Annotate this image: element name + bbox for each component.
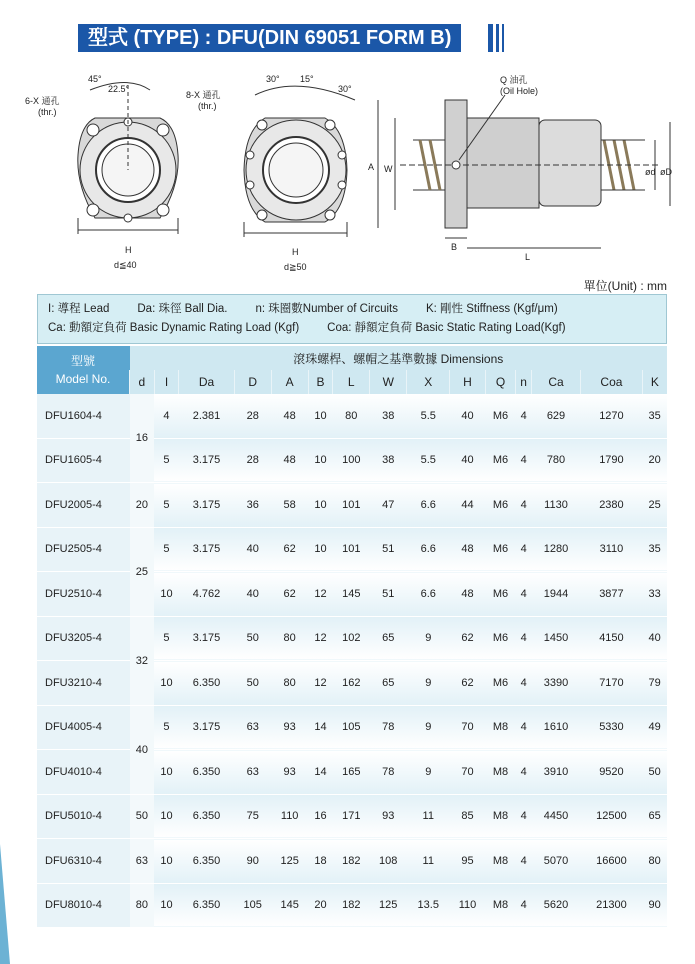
- cell-x: 9: [407, 705, 450, 750]
- dim-h-label: H: [125, 245, 132, 255]
- cell-w: 51: [370, 527, 407, 572]
- cell-k: 35: [642, 394, 667, 438]
- column-header: d: [130, 370, 155, 394]
- cell-h: 44: [450, 483, 485, 528]
- cell-i: 10: [154, 661, 179, 706]
- cell-b: 10: [308, 394, 333, 438]
- cell-n: 4: [516, 572, 531, 617]
- cell-x: 13.5: [407, 883, 450, 928]
- cell-b: 14: [308, 750, 333, 795]
- cell-da: 6.350: [179, 661, 234, 706]
- cell-x: 9: [407, 661, 450, 706]
- cell-k: 33: [642, 572, 667, 617]
- cell-a: 58: [271, 483, 308, 528]
- cell-n: 4: [516, 616, 531, 661]
- column-header: B: [308, 370, 333, 394]
- cell-b: 12: [308, 616, 333, 661]
- legend-item: I: 導程 Lead: [48, 303, 110, 315]
- cell-q: M6: [485, 527, 516, 572]
- cell-a: 48: [271, 438, 308, 483]
- cell-d: 28: [234, 394, 271, 438]
- cell-ca: 1450: [531, 616, 580, 661]
- cell-q: M6: [485, 661, 516, 706]
- cell-d: 20: [130, 483, 155, 528]
- cell-l: 100: [333, 438, 370, 483]
- cell-i: 5: [154, 483, 179, 528]
- legend-line: [48, 319, 656, 338]
- cell-coa: 1790: [581, 438, 643, 483]
- cell-a: 125: [271, 839, 308, 884]
- cell-i: 10: [154, 839, 179, 884]
- model-cell: DFU6310-4: [37, 839, 130, 884]
- cell-x: 9: [407, 750, 450, 795]
- cell-da: 6.350: [179, 750, 234, 795]
- model-cell: DFU1604-4: [37, 394, 130, 438]
- cell-h: 70: [450, 750, 485, 795]
- cell-d: 90: [234, 839, 271, 884]
- legend-item: Ca: 動額定負荷 Basic Dynamic Rating Load (Kgf): [48, 322, 300, 334]
- oil-hole-label-en: (Oil Hole): [500, 86, 539, 96]
- cell-x: 11: [407, 839, 450, 884]
- cell-h: 40: [450, 438, 485, 483]
- cell-q: M8: [485, 839, 516, 884]
- cell-ca: 1130: [531, 483, 580, 528]
- cell-l: 182: [333, 839, 370, 884]
- cell-i: 4: [154, 394, 179, 438]
- column-header: n: [516, 370, 531, 394]
- angle-label: 22.5°: [108, 84, 130, 94]
- cell-l: 182: [333, 883, 370, 928]
- cell-coa: 7170: [581, 661, 643, 706]
- model-cell: DFU5010-4: [37, 794, 130, 839]
- angle-label: 45°: [88, 74, 102, 84]
- cell-a: 62: [271, 527, 308, 572]
- cell-a: 62: [271, 572, 308, 617]
- cell-x: 11: [407, 794, 450, 839]
- cell-da: 3.175: [179, 483, 234, 528]
- legend-item: Coa: 靜額定負荷 Basic Static Rating Load(Kgf): [327, 322, 566, 334]
- cell-b: 10: [308, 483, 333, 528]
- d-note: d≦40: [114, 260, 137, 270]
- cell-i: 5: [154, 705, 179, 750]
- cell-x: 5.5: [407, 438, 450, 483]
- cell-h: 62: [450, 661, 485, 706]
- legend-item: K: 剛性 Stiffness (Kgf/μm): [426, 303, 558, 315]
- cell-coa: 3110: [581, 527, 643, 572]
- cell-ca: 4450: [531, 794, 580, 839]
- column-header: W: [370, 370, 407, 394]
- cell-da: 3.175: [179, 616, 234, 661]
- cell-da: 3.175: [179, 705, 234, 750]
- cell-h: 40: [450, 394, 485, 438]
- cell-q: M8: [485, 794, 516, 839]
- cell-d: 50: [234, 661, 271, 706]
- column-header: I: [154, 370, 179, 394]
- cell-l: 101: [333, 527, 370, 572]
- model-header-zh: 型號: [70, 354, 95, 368]
- cell-k: 25: [642, 483, 667, 528]
- model-cell: DFU2505-4: [37, 527, 130, 572]
- cell-a: 93: [271, 705, 308, 750]
- cell-da: 2.381: [179, 394, 234, 438]
- hole-label: 8-X 通孔: [186, 90, 221, 100]
- angle-label: 30°: [338, 84, 352, 94]
- model-cell: DFU2005-4: [37, 483, 130, 528]
- cell-n: 4: [516, 794, 531, 839]
- cell-coa: 9520: [581, 750, 643, 795]
- cell-n: 4: [516, 705, 531, 750]
- cell-i: 10: [154, 750, 179, 795]
- angle-label: 30°: [266, 74, 280, 84]
- cell-b: 10: [308, 527, 333, 572]
- cell-ca: 5070: [531, 839, 580, 884]
- model-header-en: Model No.: [55, 372, 111, 386]
- cell-b: 14: [308, 705, 333, 750]
- cell-w: 38: [370, 438, 407, 483]
- cell-h: 95: [450, 839, 485, 884]
- table-row: [37, 794, 667, 839]
- page-title: 型式 (TYPE) : DFU(DIN 69051 FORM B): [78, 24, 461, 52]
- table-row: [37, 705, 667, 750]
- cell-w: 38: [370, 394, 407, 438]
- cell-n: 4: [516, 483, 531, 528]
- cell-ca: 780: [531, 438, 580, 483]
- cell-b: 12: [308, 572, 333, 617]
- cell-w: 65: [370, 661, 407, 706]
- cell-q: M6: [485, 483, 516, 528]
- cell-n: 4: [516, 527, 531, 572]
- cell-q: M8: [485, 883, 516, 928]
- unit-label: 單位(Unit) : mm: [583, 279, 667, 293]
- cell-d: 75: [234, 794, 271, 839]
- dim-h-label: H: [292, 247, 299, 257]
- column-header-row: [37, 370, 667, 394]
- cell-b: 10: [308, 438, 333, 483]
- cell-coa: 3877: [581, 572, 643, 617]
- dimensions-header: 滾珠螺桿、螺帽之基準數據 Dimensions: [130, 346, 668, 370]
- cell-n: 4: [516, 750, 531, 795]
- table-row: [37, 394, 667, 438]
- cell-i: 10: [154, 883, 179, 928]
- spec-table-body: [37, 394, 667, 928]
- title-decoration: [488, 24, 504, 52]
- dim-w-label: W: [384, 164, 393, 174]
- angle-label: 15°: [300, 74, 314, 84]
- model-cell: DFU1605-4: [37, 438, 130, 483]
- cell-k: 90: [642, 883, 667, 928]
- cell-x: 6.6: [407, 527, 450, 572]
- model-cell: DFU8010-4: [37, 883, 130, 928]
- column-header: A: [271, 370, 308, 394]
- hole-label: 6-X 通孔: [25, 96, 60, 106]
- cell-l: 165: [333, 750, 370, 795]
- column-header: Q: [485, 370, 516, 394]
- cell-ca: 629: [531, 394, 580, 438]
- legend: [37, 294, 667, 344]
- cell-coa: 21300: [581, 883, 643, 928]
- cell-d: 40: [234, 572, 271, 617]
- cell-n: 4: [516, 883, 531, 928]
- front-view-8-hole: [244, 86, 355, 237]
- cell-ca: 1610: [531, 705, 580, 750]
- cell-n: 4: [516, 394, 531, 438]
- cell-k: 20: [642, 438, 667, 483]
- oil-hole-label: Q 油孔: [500, 75, 528, 85]
- spec-table: [37, 346, 667, 928]
- cell-q: M6: [485, 616, 516, 661]
- cell-w: 125: [370, 883, 407, 928]
- cell-k: 49: [642, 705, 667, 750]
- dim-a-label: A: [368, 162, 375, 172]
- cell-b: 16: [308, 794, 333, 839]
- cell-a: 145: [271, 883, 308, 928]
- cell-a: 110: [271, 794, 308, 839]
- cell-i: 10: [154, 572, 179, 617]
- cell-coa: 2380: [581, 483, 643, 528]
- model-cell: DFU4005-4: [37, 705, 130, 750]
- cell-da: 4.762: [179, 572, 234, 617]
- cell-h: 85: [450, 794, 485, 839]
- cell-l: 105: [333, 705, 370, 750]
- cell-q: M6: [485, 438, 516, 483]
- cell-b: 12: [308, 661, 333, 706]
- cell-l: 171: [333, 794, 370, 839]
- cell-d: 80: [130, 883, 155, 928]
- column-header: K: [642, 370, 667, 394]
- cell-l: 101: [333, 483, 370, 528]
- cell-d: 105: [234, 883, 271, 928]
- legend-item: n: 珠圈數Number of Circuits: [255, 303, 398, 315]
- cell-q: M6: [485, 394, 516, 438]
- d-note: d≧50: [284, 262, 307, 272]
- cell-i: 5: [154, 438, 179, 483]
- cell-n: 4: [516, 661, 531, 706]
- cell-d: 63: [234, 750, 271, 795]
- cell-a: 93: [271, 750, 308, 795]
- cell-a: 80: [271, 616, 308, 661]
- cell-i: 10: [154, 794, 179, 839]
- cell-w: 65: [370, 616, 407, 661]
- cell-d: 50: [130, 794, 155, 839]
- cell-a: 48: [271, 394, 308, 438]
- cell-coa: 5330: [581, 705, 643, 750]
- cell-h: 110: [450, 883, 485, 928]
- cell-i: 5: [154, 616, 179, 661]
- cell-k: 40: [642, 616, 667, 661]
- cell-q: M6: [485, 572, 516, 617]
- cell-w: 78: [370, 750, 407, 795]
- cell-d: 25: [130, 527, 155, 616]
- model-header: [37, 346, 130, 394]
- cell-ca: 3390: [531, 661, 580, 706]
- cell-x: 6.6: [407, 483, 450, 528]
- cell-l: 162: [333, 661, 370, 706]
- cell-w: 108: [370, 839, 407, 884]
- cell-ca: 1280: [531, 527, 580, 572]
- cell-d: 28: [234, 438, 271, 483]
- cell-h: 70: [450, 705, 485, 750]
- cell-ca: 5620: [531, 883, 580, 928]
- technical-drawing: [0, 60, 695, 275]
- cell-da: 6.350: [179, 883, 234, 928]
- dim-l-label: L: [525, 252, 531, 262]
- cell-coa: 1270: [581, 394, 643, 438]
- column-header: D: [234, 370, 271, 394]
- cell-q: M8: [485, 750, 516, 795]
- legend-line: [48, 300, 656, 319]
- side-view: [378, 95, 670, 248]
- cell-a: 80: [271, 661, 308, 706]
- cell-l: 80: [333, 394, 370, 438]
- cell-x: 5.5: [407, 394, 450, 438]
- cell-n: 4: [516, 839, 531, 884]
- cell-x: 9: [407, 616, 450, 661]
- model-cell: DFU3210-4: [37, 661, 130, 706]
- cell-l: 102: [333, 616, 370, 661]
- model-cell: DFU3205-4: [37, 616, 130, 661]
- cell-da: 6.350: [179, 794, 234, 839]
- cell-k: 65: [642, 794, 667, 839]
- cell-coa: 16600: [581, 839, 643, 884]
- cell-k: 79: [642, 661, 667, 706]
- table-row: [37, 527, 667, 572]
- column-header: Da: [179, 370, 234, 394]
- cell-h: 48: [450, 527, 485, 572]
- cell-d: 63: [130, 839, 155, 884]
- cell-h: 62: [450, 616, 485, 661]
- cell-da: 3.175: [179, 527, 234, 572]
- hole-label-en: (thr.): [38, 107, 57, 117]
- model-cell: DFU4010-4: [37, 750, 130, 795]
- table-row: [37, 839, 667, 884]
- dim-d-big-label: øD: [660, 167, 672, 177]
- cell-coa: 4150: [581, 616, 643, 661]
- cell-i: 5: [154, 527, 179, 572]
- cell-d: 40: [130, 705, 155, 794]
- table-row: [37, 616, 667, 661]
- dim-d-small-label: ød: [645, 167, 656, 177]
- cell-d: 16: [130, 394, 155, 483]
- dim-b-label: B: [451, 242, 458, 252]
- cell-x: 6.6: [407, 572, 450, 617]
- cell-k: 35: [642, 527, 667, 572]
- cell-k: 80: [642, 839, 667, 884]
- front-view-6-hole: [78, 83, 178, 235]
- column-header: Ca: [531, 370, 580, 394]
- cell-l: 145: [333, 572, 370, 617]
- column-header: Coa: [581, 370, 643, 394]
- cell-d: 50: [234, 616, 271, 661]
- model-cell: DFU2510-4: [37, 572, 130, 617]
- cell-ca: 1944: [531, 572, 580, 617]
- cell-h: 48: [450, 572, 485, 617]
- hole-label-en: (thr.): [198, 101, 217, 111]
- cell-b: 18: [308, 839, 333, 884]
- cell-n: 4: [516, 438, 531, 483]
- cell-w: 47: [370, 483, 407, 528]
- cell-d: 40: [234, 527, 271, 572]
- table-row: [37, 883, 667, 928]
- page-corner-decoration: [0, 844, 10, 964]
- cell-w: 78: [370, 705, 407, 750]
- cell-k: 50: [642, 750, 667, 795]
- cell-coa: 12500: [581, 794, 643, 839]
- spec-table-container: [37, 294, 667, 928]
- cell-b: 20: [308, 883, 333, 928]
- legend-item: Da: 珠徑 Ball Dia.: [137, 303, 228, 315]
- column-header: X: [407, 370, 450, 394]
- cell-ca: 3910: [531, 750, 580, 795]
- page-header: [78, 24, 461, 52]
- cell-da: 3.175: [179, 438, 234, 483]
- column-header: H: [450, 370, 485, 394]
- cell-w: 51: [370, 572, 407, 617]
- table-row: [37, 483, 667, 528]
- cell-d: 32: [130, 616, 155, 705]
- cell-d: 36: [234, 483, 271, 528]
- cell-q: M8: [485, 705, 516, 750]
- cell-w: 93: [370, 794, 407, 839]
- column-header: L: [333, 370, 370, 394]
- cell-da: 6.350: [179, 839, 234, 884]
- cell-d: 63: [234, 705, 271, 750]
